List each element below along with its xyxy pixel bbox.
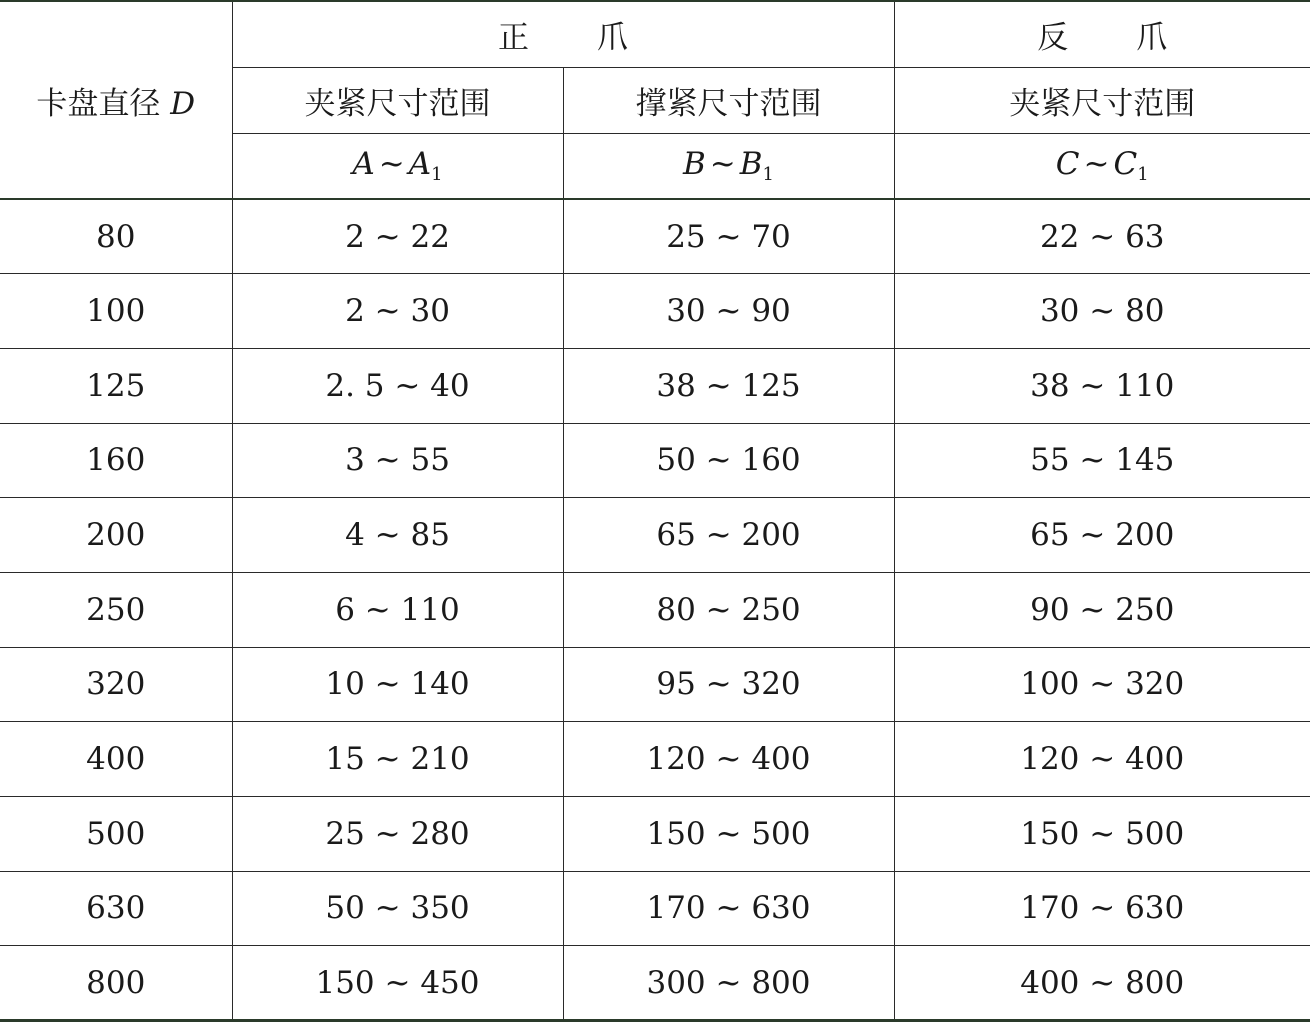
reverse-clamp-cell: 38 ~ 110	[894, 348, 1310, 423]
diameter-cell: 100	[0, 274, 232, 349]
symbol-b-sub: 1	[762, 164, 774, 186]
header-row-1	[0, 1, 1310, 67]
reverse-clamp-cell: 55 ~ 145	[894, 423, 1310, 498]
symbol-b-start: B	[683, 146, 706, 183]
symbol-b-tilde: ~	[709, 146, 736, 183]
reverse-clamp-cell: 90 ~ 250	[894, 572, 1310, 647]
diameter-cell: 250	[0, 572, 232, 647]
forward-expand-cell: 25 ~ 70	[563, 199, 894, 274]
reverse-clamp-cell: 120 ~ 400	[894, 722, 1310, 797]
diameter-cell: 80	[0, 199, 232, 274]
reverse-clamp-cell: 170 ~ 630	[894, 871, 1310, 946]
table-row	[0, 946, 1310, 1021]
symbol-c-sub: 1	[1137, 164, 1149, 186]
chuck-diameter-symbol: D	[170, 85, 196, 122]
diameter-cell: 400	[0, 722, 232, 797]
diameter-cell: 160	[0, 423, 232, 498]
forward-expand-cell: 65 ~ 200	[563, 498, 894, 573]
forward-expand-cell: 30 ~ 90	[563, 274, 894, 349]
diameter-cell: 320	[0, 647, 232, 722]
symbol-a-sub: 1	[431, 164, 443, 186]
forward-expand-cell: 95 ~ 320	[563, 647, 894, 722]
reverse-jaw-char-2: 爪	[1136, 19, 1168, 56]
symbol-b-range	[563, 133, 894, 199]
reverse-jaw-char-1: 反	[1037, 19, 1069, 56]
symbol-c-tilde: ~	[1083, 146, 1110, 183]
table-row	[0, 498, 1310, 573]
forward-expand-cell: 120 ~ 400	[563, 722, 894, 797]
table-row	[0, 871, 1310, 946]
forward-expand-cell: 50 ~ 160	[563, 423, 894, 498]
clamp-range-reverse-header: 夹紧尺寸范围	[894, 67, 1310, 133]
forward-clamp-cell: 50 ~ 350	[232, 871, 563, 946]
forward-clamp-cell: 4 ~ 85	[232, 498, 563, 573]
table-row	[0, 423, 1310, 498]
reverse-jaw-header	[894, 1, 1310, 67]
symbol-c-range	[894, 133, 1310, 199]
table-row	[0, 199, 1310, 274]
forward-clamp-cell: 150 ~ 450	[232, 946, 563, 1021]
forward-jaw-char-2: 爪	[597, 19, 628, 56]
forward-expand-cell: 80 ~ 250	[563, 572, 894, 647]
symbol-a-end: A	[408, 146, 432, 183]
forward-expand-cell: 300 ~ 800	[563, 946, 894, 1021]
forward-clamp-cell: 2 ~ 22	[232, 199, 563, 274]
reverse-clamp-cell: 150 ~ 500	[894, 796, 1310, 871]
diameter-cell: 200	[0, 498, 232, 573]
reverse-clamp-cell: 100 ~ 320	[894, 647, 1310, 722]
table-row	[0, 647, 1310, 722]
expand-range-forward-header: 撑紧尺寸范围	[563, 67, 894, 133]
forward-clamp-cell: 6 ~ 110	[232, 572, 563, 647]
forward-expand-cell: 38 ~ 125	[563, 348, 894, 423]
table-row	[0, 796, 1310, 871]
forward-clamp-cell: 10 ~ 140	[232, 647, 563, 722]
table-row	[0, 348, 1310, 423]
reverse-clamp-cell: 22 ~ 63	[894, 199, 1310, 274]
symbol-b-end: B	[739, 146, 763, 183]
forward-expand-cell: 150 ~ 500	[563, 796, 894, 871]
forward-clamp-cell: 15 ~ 210	[232, 722, 563, 797]
forward-clamp-cell: 2 ~ 30	[232, 274, 563, 349]
diameter-cell: 500	[0, 796, 232, 871]
symbol-a-start: A	[352, 146, 375, 183]
table-row	[0, 274, 1310, 349]
table-row	[0, 722, 1310, 797]
symbol-c-end: C	[1113, 146, 1138, 183]
forward-expand-cell: 170 ~ 630	[563, 871, 894, 946]
diameter-cell: 630	[0, 871, 232, 946]
table-row	[0, 572, 1310, 647]
forward-jaw-header	[232, 1, 894, 67]
chuck-diameter-header	[0, 1, 232, 199]
reverse-clamp-cell: 400 ~ 800	[894, 946, 1310, 1021]
forward-clamp-cell: 2. 5 ~ 40	[232, 348, 563, 423]
symbol-a-range	[232, 133, 563, 199]
diameter-cell: 800	[0, 946, 232, 1021]
symbol-a-tilde: ~	[378, 146, 405, 183]
forward-clamp-cell: 3 ~ 55	[232, 423, 563, 498]
reverse-clamp-cell: 30 ~ 80	[894, 274, 1310, 349]
symbol-c-start: C	[1055, 146, 1080, 183]
chuck-diameter-label: 卡盘直径	[36, 85, 161, 122]
forward-clamp-cell: 25 ~ 280	[232, 796, 563, 871]
forward-jaw-char-1: 正	[498, 19, 529, 56]
reverse-clamp-cell: 65 ~ 200	[894, 498, 1310, 573]
clamp-range-forward-header: 夹紧尺寸范围	[232, 67, 563, 133]
diameter-cell: 125	[0, 348, 232, 423]
